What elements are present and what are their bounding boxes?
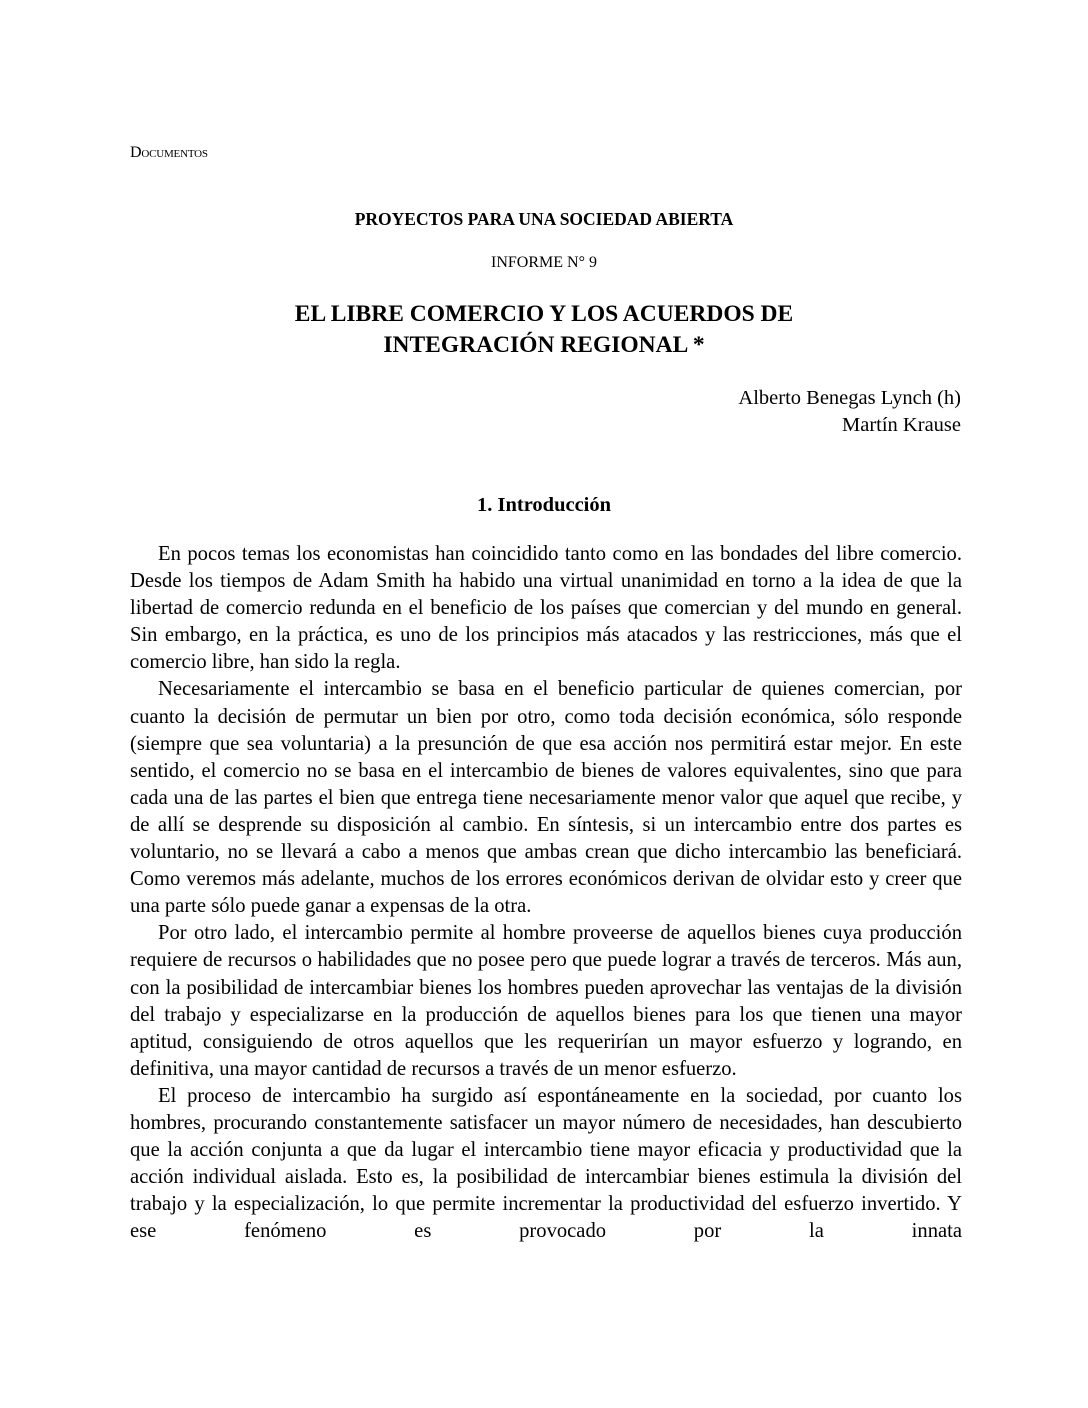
body-text [130, 541, 962, 1245]
author-name: Martín Krause [842, 414, 961, 436]
authors [738, 385, 961, 439]
series-title: PROYECTOS PARA UNA SOCIEDAD ABIERTA [354, 209, 734, 229]
paragraph: Necesariamente el intercambio se basa en el beneficio particular de quienes comercian, por cuanto la decisión de permutar un bien por otro, como toda decisión económica, sólo responde (siempre que sea voluntaria) a la presunción de que esa acción nos permitirá estar mejor. En este sentido, el comercio no se basa en el intercambio de bienes de valores equivalentes, sino que para cada una de las partes el bien que entrega tiene necesariamente menor valor que aquel que recibe, y de allí se desprende su disposición al cambio. En síntesis, si un intercambio entre dos partes es voluntario, no se llevará a cabo a menos que ambas crean que dicho intercambio las beneficiará. Como veremos más adelante, muchos de los errores económicos derivan de olvidar esto y creer que una parte sólo puede ganar a expensas de la otra. [130, 678, 962, 918]
document-title-line-1: EL LIBRE COMERCIO Y LOS ACUERDOS DE [294, 301, 794, 327]
document-title [0, 299, 1088, 361]
section-heading: 1. Introducción [476, 494, 612, 516]
author-name: Alberto Benegas Lynch (h) [738, 387, 961, 409]
paragraph: El proceso de intercambio ha surgido así espontáneamente en la sociedad, por cuanto los hombres, procurando constantemente satisfacer un mayor número de necesidades, han descubierto que la acción conjunta a que da lugar el intercambio tiene mayor eficacia y productividad que la acción individual aislada. Esto es, la posibilidad de intercambiar bienes estimula la división del trabajo y la especialización, lo que permite incrementar la productividad del esfuerzo invertido. Y ese fenómeno es provocado por la innata [130, 1084, 962, 1243]
section-label: Documentos [130, 144, 208, 161]
paragraph: Por otro lado, el intercambio permite al hombre proveerse de aquellos bienes cuya producción requiere de recursos o habilidades que no posee pero que puede lograr a través de terceros. Más aun, con la posibilidad de intercambiar bienes los hombres pueden aprovechar las ventajas de la división del trabajo y especializarse en la producción de aquellos bienes para los que tienen una mayor aptitud, consiguiendo de otros aquellos que les requerirían un mayor esfuerzo y logrando, en definitiva, una mayor cantidad de recursos a través de un menor esfuerzo. [130, 922, 962, 1080]
report-number: INFORME N° 9 [491, 254, 597, 271]
paragraph: En pocos temas los economistas han coincidido tanto como en las bondades del libre comercio. Desde los tiempos de Adam Smith ha habido una virtual unanimidad en torno a la idea de que la libertad de comercio redunda en el beneficio de los países que comercian y del mundo en general. Sin embargo, en la práctica, es uno de los principios más atacados y las restricciones, más que el comercio libre, han sido la regla. [130, 543, 962, 674]
document-title-line-2: INTEGRACIÓN REGIONAL * [383, 332, 705, 358]
